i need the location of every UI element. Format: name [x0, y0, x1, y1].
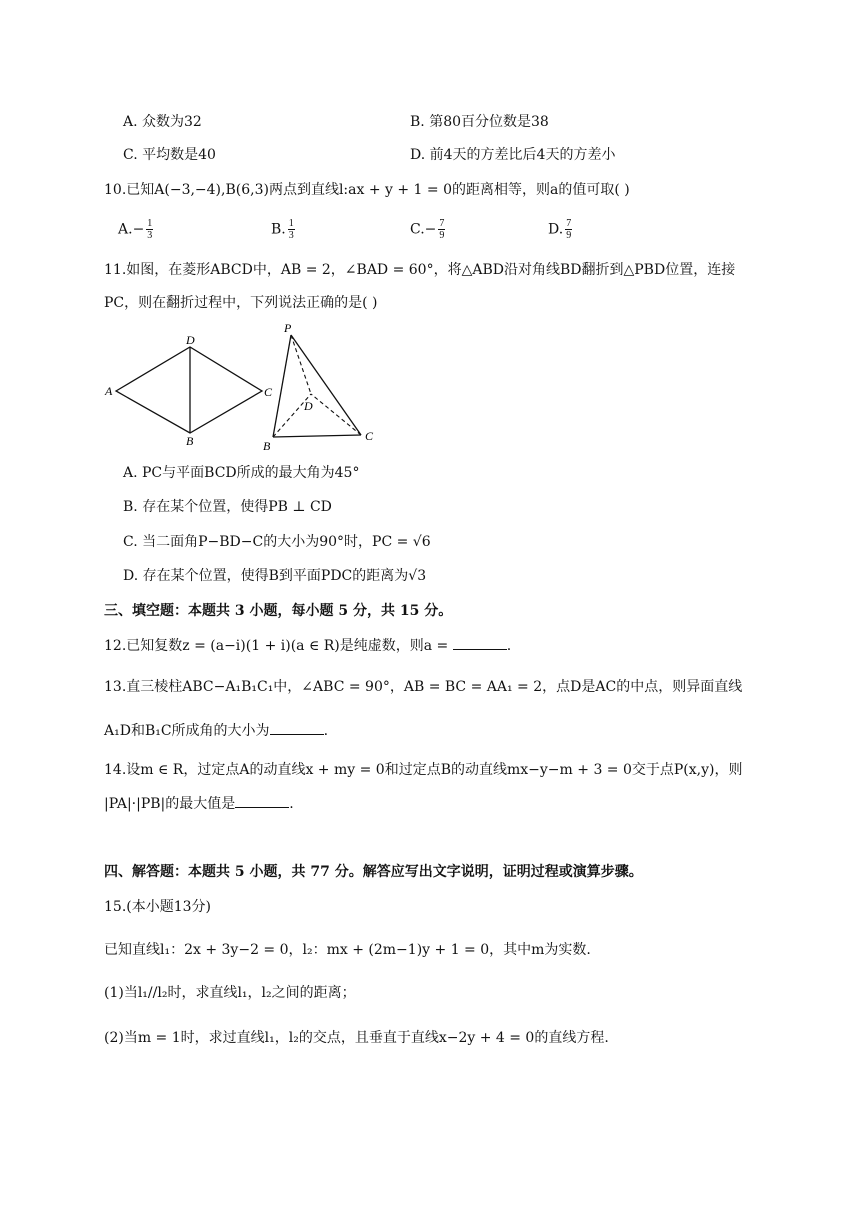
q15-stem: 已知直线l₁：2x + 3y−2 = 0，l₂：mx + (2m−1)y + 1 = 0，其中m为实数.: [104, 942, 591, 958]
q10-option-c: C.− $\frac{7}{9}$: [410, 218, 445, 241]
q10-option-d: D. $\frac{7}{9}$: [548, 218, 572, 241]
q9-option-d: D. 前4天的方差比后4天的方差小: [410, 147, 616, 163]
q10-option-b: B. $\frac{1}{3}$: [271, 218, 294, 241]
q14-line1: 14.设m ∈ R，过定点A的动直线x + my = 0和过定点B的动直线mx−y−m + 3 = 0交于点P(x,y)，则: [104, 762, 743, 778]
q12-answer-blank: [453, 635, 507, 650]
q13-answer-blank: [270, 720, 324, 735]
q10-option-a: A.− $\frac{1}{3}$: [118, 218, 153, 241]
label-b: B: [186, 434, 194, 448]
section-4-heading: 四、解答题：本题共 5 小题，共 77 分。解答应写出文字说明，证明过程或演算步骤。: [104, 864, 643, 880]
tetrahedron-figure: [255, 318, 385, 453]
label-d: D: [186, 333, 195, 347]
label-c-fold: C: [365, 429, 374, 443]
section-3-heading: 三、填空题：本题共 3 小题，每小题 5 分，共 15 分。: [104, 603, 453, 619]
q11-option-c: C. 当二面角P−BD−C的大小为90°时，PC = √6: [123, 534, 431, 550]
label-p: P: [284, 321, 292, 335]
q11-option-d: D. 存在某个位置，使得B到平面PDC的距离为√3: [123, 568, 427, 584]
q14-answer-blank: [235, 793, 289, 808]
label-d-fold: D: [304, 399, 313, 413]
q9-option-a: A. 众数为32: [123, 114, 202, 130]
q11-option-b: B. 存在某个位置，使得PB ⊥ CD: [123, 499, 332, 515]
q15-part1: (1)当l₁//l₂时，求直线l₁，l₂之间的距离；: [104, 985, 356, 1001]
label-b-fold: B: [263, 439, 271, 453]
q9-option-c: C. 平均数是40: [123, 147, 216, 163]
q15-part2: (2)当m = 1时，求过直线l₁，l₂的交点，且垂直于直线x−2y + 4 = 0的直线方程.: [104, 1030, 609, 1046]
label-c: C: [264, 385, 273, 399]
q13-line2: A₁D和B₁C所成角的大小为 .: [104, 720, 328, 741]
q15-title: 15.(本小题13分): [104, 899, 212, 915]
q10-stem: 10.已知A(−3,−4),B(6,3)两点到直线l:ax + y + 1 = 0的距离相等，则a的值可取( ): [104, 182, 630, 198]
label-a: A: [105, 384, 113, 398]
q9-option-b: B. 第80百分位数是38: [410, 114, 549, 130]
q12: 12.已知复数z = (a−i)(1 + i)(a ∈ R)是纯虚数，则a = .: [104, 635, 511, 656]
q11-stem-line1: 11.如图，在菱形ABCD中，AB = 2，∠BAD = 60°，将△ABD沿对角线BD翻折到△PBD位置，连接: [104, 262, 736, 278]
q14-line2: |PA|·|PB|的最大值是 .: [104, 793, 294, 814]
q11-stem-line2: PC，则在翻折过程中，下列说法正确的是( ): [104, 295, 378, 311]
q11-option-a: A. PC与平面BCD所成的最大角为45°: [123, 465, 360, 481]
q13-line1: 13.直三棱柱ABC−A₁B₁C₁中，∠ABC = 90°，AB = BC = AA₁ = 2，点D是AC的中点，则异面直线: [104, 679, 743, 695]
rhombus-figure: [100, 330, 280, 450]
